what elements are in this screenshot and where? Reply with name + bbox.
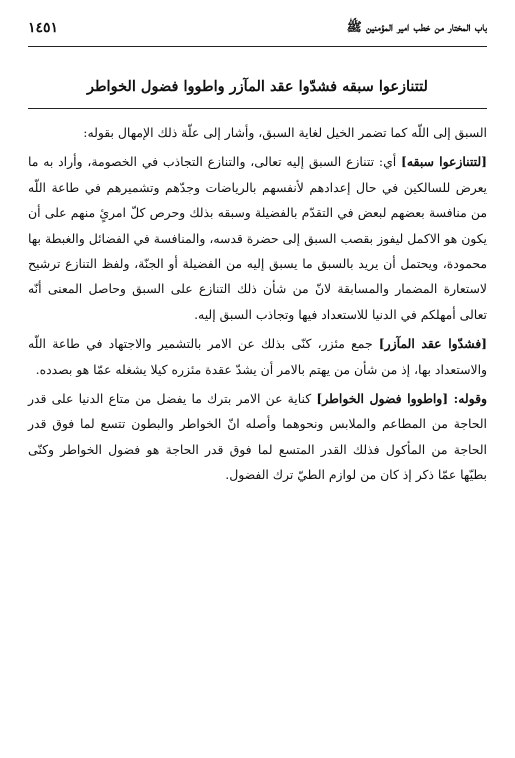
quoted-term: [لتتنازعوا سبقه] <box>401 154 487 170</box>
paragraph <box>28 386 487 488</box>
paragraph-text: كناية عن الامر بترك ما يفضل من متاع الدنيا على قدر الحاجة من المطاعم والملابس ونحوهما وأصله انّ الخواطر والبطون تتسع لما فوق قدر الحاجة من المأكول فذلك القدر المتسع لما فوق قدر الحاجة هو فضول الخواطر وكنّى بطيّها عمّا ذكر إذ كان من لوازم الطيّ ترك الفضول. <box>28 391 487 483</box>
body-text <box>28 120 487 488</box>
paragraph <box>28 149 487 327</box>
paragraph-text: جمع مئزر، كنّى بذلك عن الامر بالتشمير والاجتهاد في طاعة اللّه والاستعداد بها، إذ من شأن من يهتم بالامر أن يشدّ عقدة مئزره كيلا يشغله عمّا هو بصدده. <box>28 336 487 377</box>
paragraph <box>28 120 487 145</box>
paragraph <box>28 331 487 382</box>
page-number: ١٤٥١ <box>28 20 59 36</box>
quoted-term: وقوله: [واطووا فضول الخواطر] <box>316 391 487 407</box>
running-title: باب المختار من خطب امير المؤمنين ﷺ <box>346 18 487 34</box>
section-heading: لتتنازعوا سبقه فشدّوا عقد المآزر واطووا فضول الخواطر <box>28 64 487 109</box>
quoted-term: [فشدّوا عقد المآزر] <box>378 336 487 352</box>
paragraph-text: السبق إلى اللّه كما تضمر الخيل لغاية السبق، وأشار إلى علّة ذلك الإمهال بقوله: <box>83 125 487 140</box>
page-header <box>28 10 487 47</box>
paragraph-text: أي: تتنازع السبق إليه تعالى، والتنازع التجاذب في الخصومة، وأراد به ما يعرض للسالكين في حال إعدادهم لأنفسهم بالرياضات وجدّهم وتشميرهم في طاعة اللّه من منافسة بعضهم لبعض في التقدّم بالفضيلة وسبقه بذلك وحرص كلّ امرئٍ منهم على أن يكون هو الاكمل ليفوز بقصب السبق إلى حضرة قدسه، والمنافسة في الفضائل والغبطة بها محمودة، ويحتمل أن يريد بالسبق ما يسبق إليه من الفضيلة أو الجنّة، ولفظ التنازع ترشيح لاستعارة المضمار والمسابقة لانّ من شأن ذلك التنازع على السبق وحاصل المعنى أنّه تعالى أمهلكم في الدنيا للاستعداد فيها وتجاذب السبق إليه. <box>28 154 487 322</box>
